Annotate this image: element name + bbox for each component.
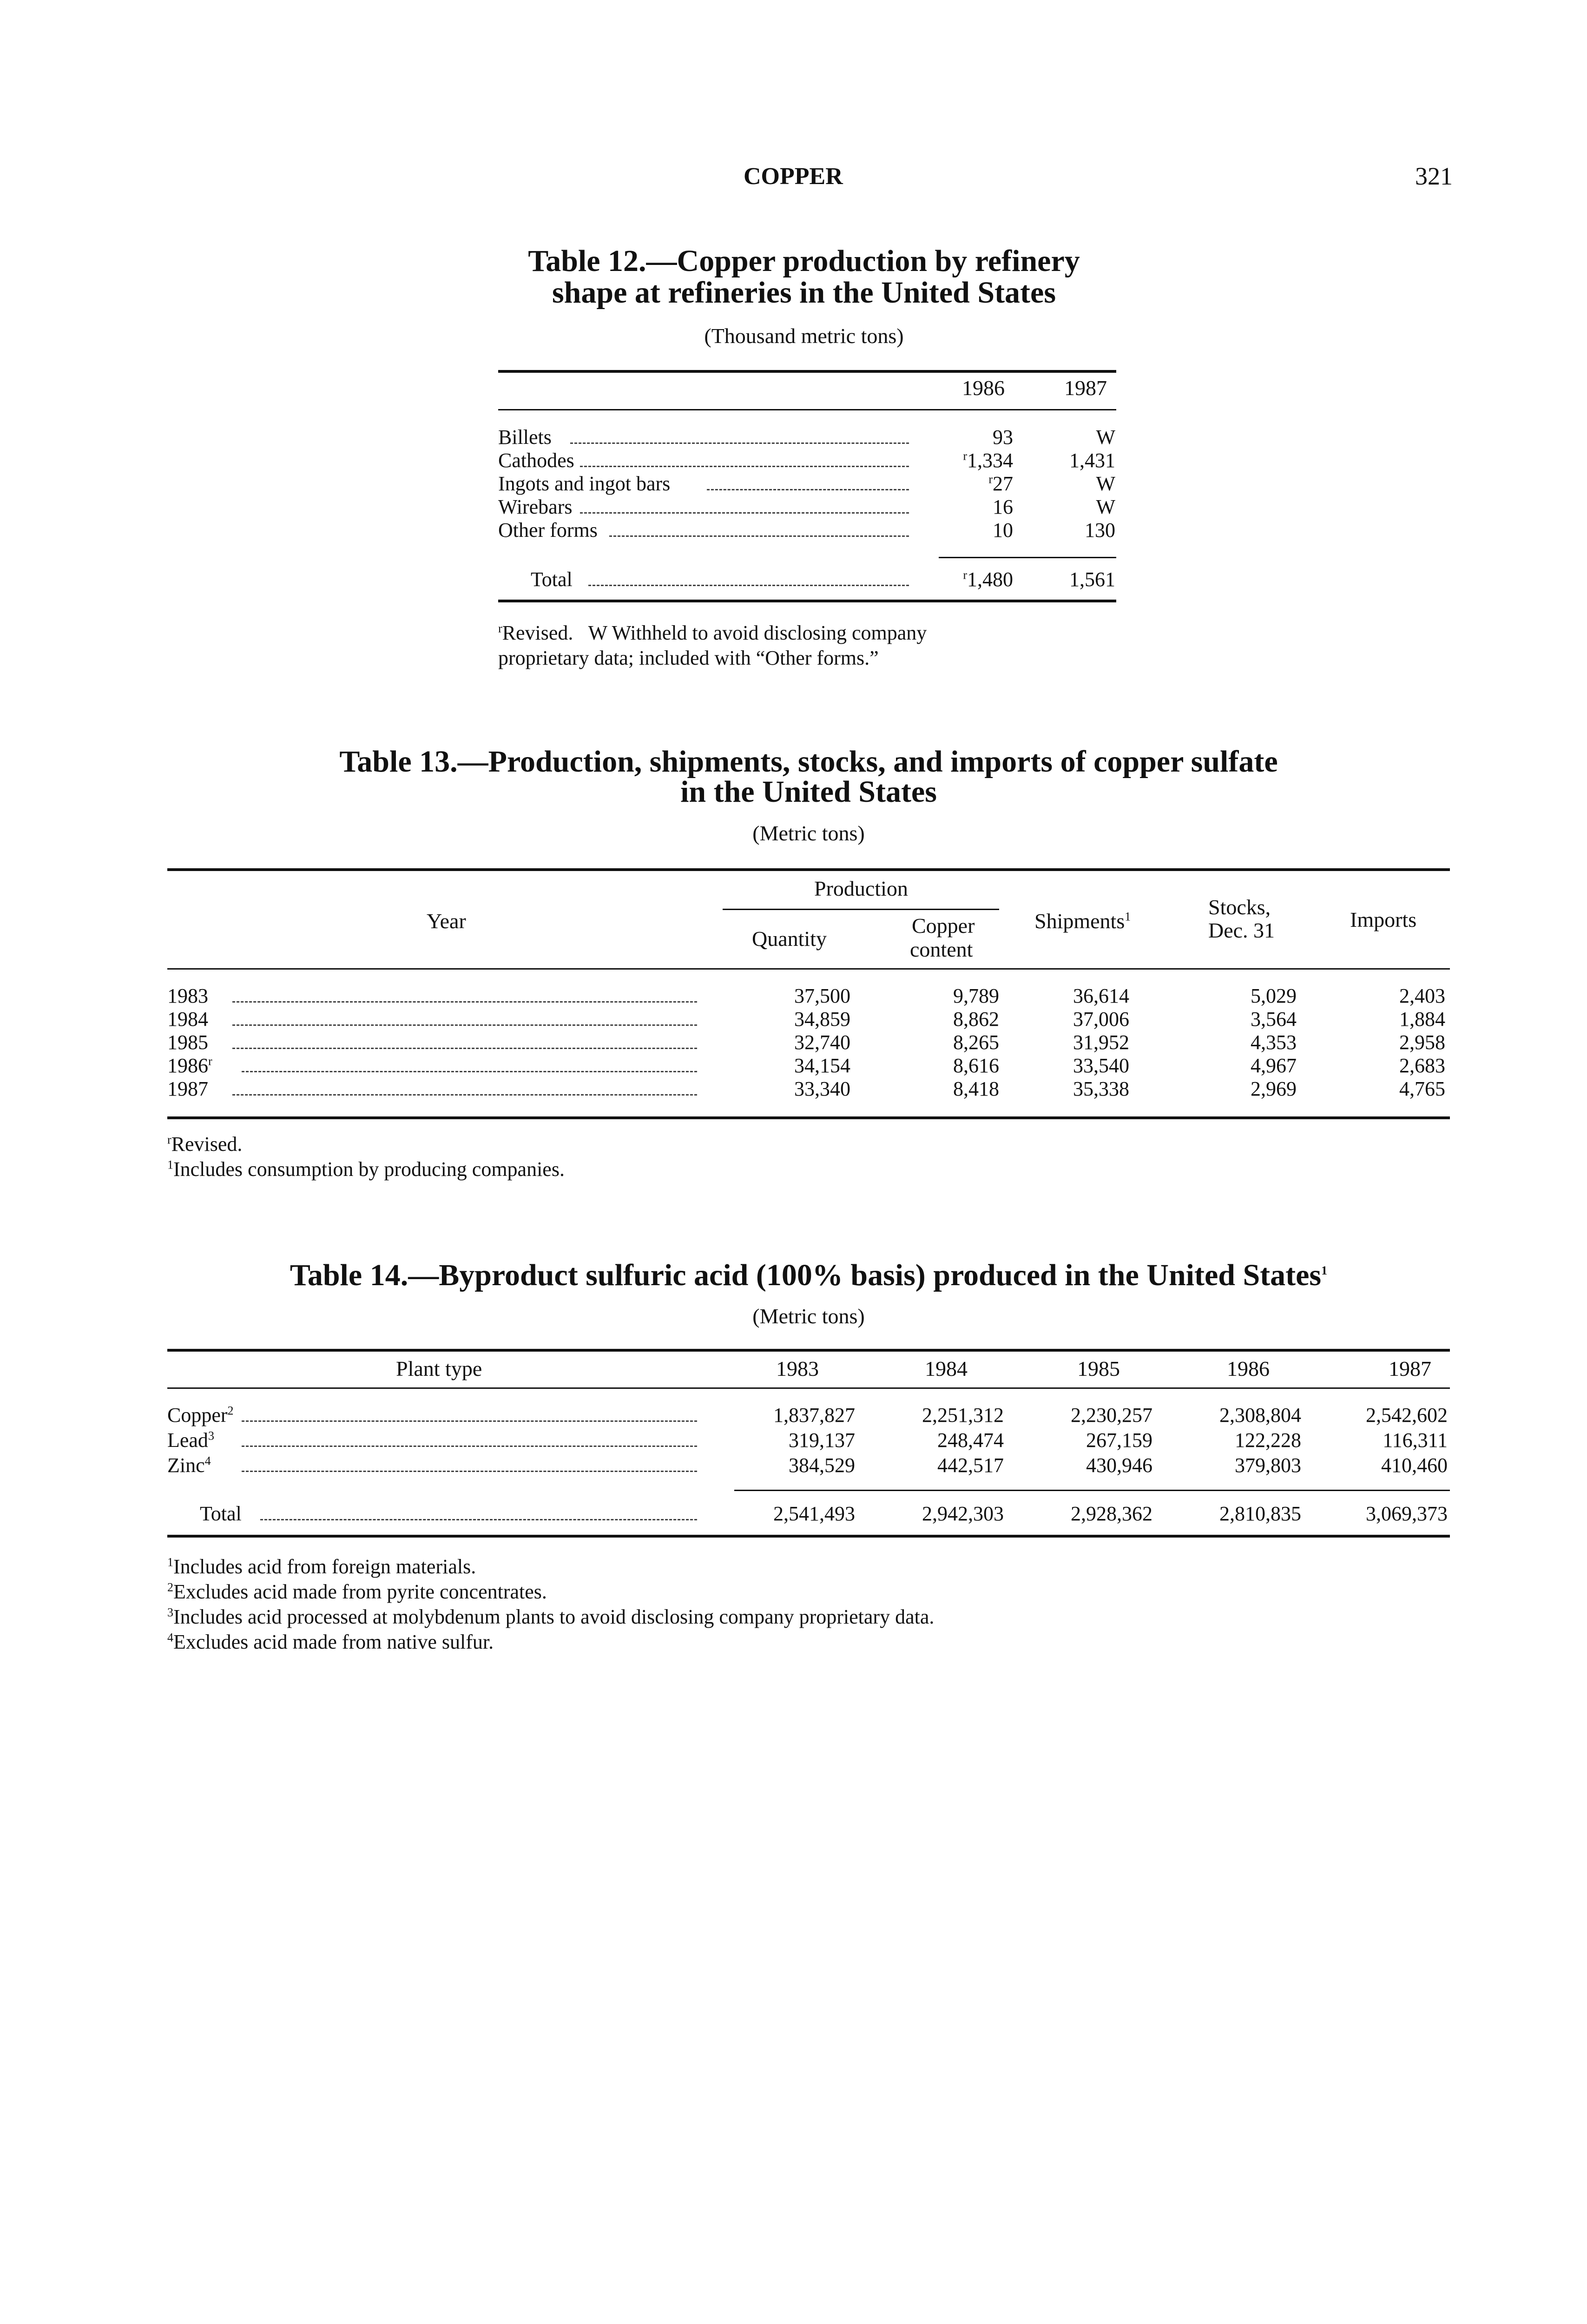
table14-row-label: Copper$^2$ xyxy=(167,1404,234,1426)
table13-cell-year: 1985 xyxy=(167,1031,208,1054)
table13-cell-year: 1987 xyxy=(167,1077,208,1100)
table14-total-1984: 2,942,303 xyxy=(922,1502,1004,1525)
table12-row-leader xyxy=(609,535,909,537)
table14-total-rule xyxy=(734,1490,1450,1491)
table13-cell-shipments: 33,540 xyxy=(1073,1054,1129,1077)
table13-header-rule xyxy=(167,968,1450,970)
table14-cell-1984: 248,474 xyxy=(937,1429,1004,1452)
table13-row-leader xyxy=(232,1048,697,1049)
table12-row-leader xyxy=(707,489,909,490)
table14-footnote: $^2$Excludes acid made from pyrite concentrates. xyxy=(167,1580,547,1603)
table14-cell-1985: 430,946 xyxy=(1086,1454,1152,1477)
table13-header-imports: Imports xyxy=(1350,908,1417,931)
table12-cell-1986: 10 xyxy=(993,519,1013,541)
table13-row-leader xyxy=(242,1071,697,1072)
table14-cell-1986: 2,308,804 xyxy=(1219,1404,1301,1426)
table13-cell-stocks: 4,353 xyxy=(1251,1031,1297,1054)
table14-header-1987: 1987 xyxy=(1389,1357,1431,1380)
table12-total-1987: 1,561 xyxy=(1069,568,1115,591)
table12-cell-1987: W xyxy=(1096,495,1115,518)
table12-cell-1986: 16 xyxy=(993,495,1013,518)
table12-total-row xyxy=(0,568,1587,591)
table14-cell-1987: 2,542,602 xyxy=(1366,1404,1448,1426)
table12-row xyxy=(0,426,1587,449)
table14-row-leader xyxy=(242,1420,697,1422)
table14-header-1983: 1983 xyxy=(776,1357,819,1380)
table14-title: Table 14.—Byproduct sulfuric acid (100% basis) produced in the United States$^1$ xyxy=(290,1258,1328,1292)
table14-total-label: Total xyxy=(200,1502,242,1525)
table12-cell-1986: 93 xyxy=(993,426,1013,449)
table13-row-leader xyxy=(232,1024,697,1026)
table14-total-1987: 3,069,373 xyxy=(1366,1502,1448,1525)
table14-cell-1987: 116,311 xyxy=(1383,1429,1448,1452)
table13-cell-imports: 2,683 xyxy=(1399,1054,1445,1077)
table13-header-copper-2: content xyxy=(910,938,973,961)
table13-cell-year: 1986$^r$ xyxy=(167,1054,212,1077)
table13-cell-shipments: 35,338 xyxy=(1073,1077,1129,1100)
table14-cell-1985: 2,230,257 xyxy=(1071,1404,1152,1426)
table14-cell-1984: 2,251,312 xyxy=(922,1404,1004,1426)
table13-cell-copper: 8,616 xyxy=(953,1054,999,1077)
table12-total-rule xyxy=(939,557,1116,558)
table14-header-1984: 1984 xyxy=(925,1357,968,1380)
table13-row xyxy=(0,1054,1587,1077)
table13-top-rule xyxy=(167,868,1450,871)
table13-cell-copper: 9,789 xyxy=(953,984,999,1007)
table13-header-quantity: Quantity xyxy=(752,927,827,951)
table12-title-line1: Table 12.—Copper production by refinery xyxy=(528,244,1080,278)
table13-production-rule xyxy=(723,909,999,910)
table13-row-leader xyxy=(232,1001,697,1003)
table14-row xyxy=(0,1404,1587,1427)
table12-row-label: Wirebars xyxy=(498,495,573,518)
table12-cell-1987: 130 xyxy=(1085,519,1115,541)
table12-total-1986: $^r$1,480 xyxy=(963,568,1013,591)
table14-cell-1987: 410,460 xyxy=(1381,1454,1448,1477)
table14-row xyxy=(0,1429,1587,1452)
table13-cell-shipments: 31,952 xyxy=(1073,1031,1129,1054)
table12-row xyxy=(0,495,1587,519)
table12-title-line2: shape at refineries in the United States xyxy=(552,276,1056,310)
table13-row xyxy=(0,984,1587,1008)
table14-row xyxy=(0,1454,1587,1477)
table13-header-stocks-1: Stocks, xyxy=(1208,895,1271,919)
table14-row-leader xyxy=(242,1471,697,1472)
table12-footnote-2: proprietary data; included with “Other forms.” xyxy=(498,647,879,669)
table12-row-label: Other forms xyxy=(498,519,598,541)
table12-bottom-rule xyxy=(498,600,1116,602)
table13-cell-copper: 8,862 xyxy=(953,1008,999,1030)
table13-cell-quantity: 37,500 xyxy=(794,984,850,1007)
table13-cell-stocks: 2,969 xyxy=(1251,1077,1297,1100)
table12-cell-1987: W xyxy=(1096,426,1115,449)
table12-total-label: Total xyxy=(531,568,573,591)
table13-bottom-rule xyxy=(167,1116,1450,1119)
table12-row-label: Ingots and ingot bars xyxy=(498,472,671,495)
table14-footnote: $^4$Excludes acid made from native sulfur. xyxy=(167,1631,494,1653)
table14-footnote: $^1$Includes acid from foreign materials. xyxy=(167,1555,476,1578)
table13-row xyxy=(0,1031,1587,1054)
table14-row-label: Lead$^3$ xyxy=(167,1429,214,1452)
table14-cell-1986: 122,228 xyxy=(1235,1429,1301,1452)
table12-row-label: Billets xyxy=(498,426,552,449)
table14-cell-1983: 319,137 xyxy=(789,1429,855,1452)
table13-title-line2: in the United States xyxy=(680,775,937,809)
table12-header-rule xyxy=(498,409,1116,410)
table13-cell-quantity: 34,154 xyxy=(794,1054,850,1077)
table12-row xyxy=(0,519,1587,542)
table13-cell-copper: 8,418 xyxy=(953,1077,999,1100)
table12-col-1986: 1986 xyxy=(962,376,1005,400)
table12-row-leader xyxy=(580,512,909,514)
table13-header-stocks-2: Dec. 31 xyxy=(1208,918,1275,942)
table14-header-1985: 1985 xyxy=(1077,1357,1120,1380)
table13-header-production: Production xyxy=(814,877,908,900)
table13-footnote-2: $^1$Includes consumption by producing companies. xyxy=(167,1158,565,1181)
table13-cell-imports: 4,765 xyxy=(1399,1077,1445,1100)
table13-cell-shipments: 36,614 xyxy=(1073,984,1129,1007)
table13-footnote-1: $^r$Revised. xyxy=(167,1133,243,1155)
table14-total-1983: 2,541,493 xyxy=(773,1502,855,1525)
table13-header-year: Year xyxy=(427,909,466,933)
table14-cell-1983: 1,837,827 xyxy=(773,1404,855,1426)
table14-total-row xyxy=(0,1502,1587,1525)
table13-cell-imports: 2,403 xyxy=(1399,984,1445,1007)
page-number: 321 xyxy=(1415,162,1453,190)
table13-cell-imports: 2,958 xyxy=(1399,1031,1445,1054)
table14-header-rule xyxy=(167,1387,1450,1389)
table12-row-leader xyxy=(570,442,909,444)
running-head: COPPER xyxy=(744,163,843,190)
table13-cell-quantity: 34,859 xyxy=(794,1008,850,1030)
table14-header-1986: 1986 xyxy=(1227,1357,1270,1380)
table12-row xyxy=(0,449,1587,472)
table13-unit: (Metric tons) xyxy=(752,821,865,845)
table13-cell-year: 1983 xyxy=(167,984,208,1007)
table13-row xyxy=(0,1077,1587,1101)
table13-cell-imports: 1,884 xyxy=(1399,1008,1445,1030)
table12-row-label: Cathodes xyxy=(498,449,574,472)
table12-row xyxy=(0,472,1587,495)
table14-top-rule xyxy=(167,1349,1450,1352)
table12-footnote-1: $^r$Revised. W Withheld to avoid disclosing company xyxy=(498,621,927,644)
table12-cell-1986: $^r$1,334 xyxy=(963,449,1013,472)
table14-footnote: $^3$Includes acid processed at molybdenum plants to avoid disclosing company proprietary data. xyxy=(167,1605,935,1628)
table14-cell-1985: 267,159 xyxy=(1086,1429,1152,1452)
table12-col-1987: 1987 xyxy=(1064,376,1107,400)
table13-cell-copper: 8,265 xyxy=(953,1031,999,1054)
table13-title-line1: Table 13.—Production, shipments, stocks, and imports of copper sulfate xyxy=(339,745,1278,779)
table13-cell-quantity: 33,340 xyxy=(794,1077,850,1100)
table13-cell-quantity: 32,740 xyxy=(794,1031,850,1054)
table14-cell-1983: 384,529 xyxy=(789,1454,855,1477)
table13-header-copper-1: Copper xyxy=(912,914,975,938)
table14-header-plant-type: Plant type xyxy=(396,1357,482,1380)
table14-total-1986: 2,810,835 xyxy=(1219,1502,1301,1525)
table14-cell-1984: 442,517 xyxy=(937,1454,1004,1477)
table14-unit: (Metric tons) xyxy=(752,1304,865,1328)
table14-bottom-rule xyxy=(167,1535,1450,1538)
table13-cell-stocks: 4,967 xyxy=(1251,1054,1297,1077)
table13-row xyxy=(0,1008,1587,1031)
table12-unit: (Thousand metric tons) xyxy=(704,324,904,348)
table14-row-leader xyxy=(242,1446,697,1447)
table13-cell-year: 1984 xyxy=(167,1008,208,1030)
table12-row-leader xyxy=(580,466,909,467)
table14-row-label: Zinc$^4$ xyxy=(167,1454,211,1477)
table13-cell-shipments: 37,006 xyxy=(1073,1008,1129,1030)
table13-header-shipments: Shipments$^1$ xyxy=(1034,909,1131,933)
table12-top-rule xyxy=(498,370,1116,373)
table12-cell-1986: $^r$27 xyxy=(988,472,1013,495)
table13-cell-stocks: 3,564 xyxy=(1251,1008,1297,1030)
table13-row-leader xyxy=(232,1094,697,1096)
table12-cell-1987: 1,431 xyxy=(1069,449,1115,472)
table13-cell-stocks: 5,029 xyxy=(1251,984,1297,1007)
table12-cell-1987: W xyxy=(1096,472,1115,495)
table14-cell-1986: 379,803 xyxy=(1235,1454,1301,1477)
table14-total-1985: 2,928,362 xyxy=(1071,1502,1152,1525)
